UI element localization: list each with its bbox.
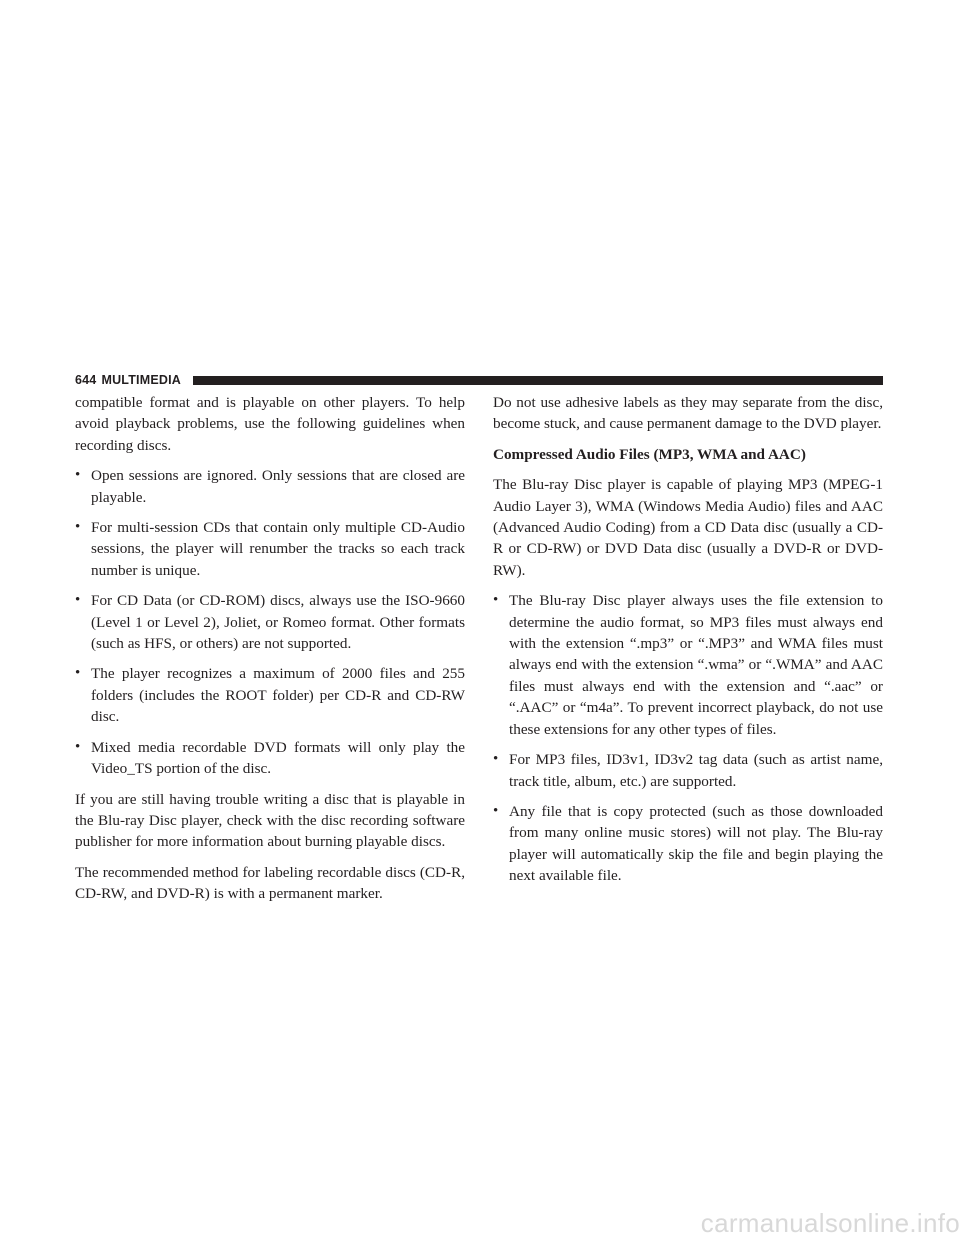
audio-file-list xyxy=(493,590,883,886)
list-item-text: For multi-session CDs that contain only multiple CD-Audio sessions, the player will renumber the tracks so each track number is unique. xyxy=(91,519,465,579)
list-item-text: The Blu-ray Disc player always uses the file extension to determine the audio format, so MP3 files must always end with the extension “.mp3” or “.MP3” and WMA files must always end with the extension “.wma” or “.WMA” and AAC files must always end with the extension and “.aac” or “.AAC” or “m4a”. To prevent incorrect playback, do not use these extensions for any other types of files. xyxy=(509,592,883,738)
watermark: carmanualsonline.info xyxy=(700,1208,960,1238)
list-item xyxy=(493,749,883,792)
left-column xyxy=(75,392,465,914)
section-title: MULTIMEDIA xyxy=(101,373,182,387)
list-item xyxy=(75,590,465,654)
bullet-icon: • xyxy=(493,802,499,819)
list-item-text: Open sessions are ignored. Only sessions that are closed are playable. xyxy=(91,467,465,506)
right-column xyxy=(493,392,883,896)
header-rule xyxy=(193,376,883,385)
bullet-icon: • xyxy=(75,467,81,484)
list-item-text: Any file that is copy protected (such as those downloaded from many online music stores) will not play. The Blu-ray player will automatically skip the file and begin playing the next available file. xyxy=(509,802,883,885)
bullet-icon: • xyxy=(75,665,81,682)
list-item-text: The player recognizes a maximum of 2000 files and 255 folders (includes the ROOT folder) per CD-R and CD-RW disc. xyxy=(91,665,465,726)
page-header xyxy=(75,372,883,388)
list-item xyxy=(75,465,465,508)
list-item xyxy=(493,590,883,740)
bullet-icon: • xyxy=(75,519,81,536)
bullet-icon: • xyxy=(75,592,81,609)
list-item xyxy=(493,801,883,887)
list-item-text: Mixed media recordable DVD formats will only play the Video_TS portion of the disc. xyxy=(91,738,465,778)
page-number: 644 xyxy=(75,373,97,387)
bullet-icon: • xyxy=(493,751,499,768)
intro-paragraph: compatible format and is playable on other players. To help avoid playback problems, use the following guidelines when recording discs. xyxy=(75,394,465,454)
trouble-paragraph: If you are still having trouble writing a disc that is playable in the Blu-ray Disc player, check with the disc recording software publisher for more information about burning playable discs. xyxy=(75,790,465,851)
recording-guidelines-list xyxy=(75,465,465,779)
list-item-text: For CD Data (or CD-ROM) discs, always use the ISO-9660 (Level 1 or Level 2), Joliet, or Romeo format. Other formats (such as HFS, or others) are not supported. xyxy=(91,592,465,653)
capability-paragraph: The Blu-ray Disc player is capable of playing MP3 (MPEG-1 Audio Layer 3), WMA (Windows Media Audio) files and AAC (Advanced Audio Coding) from a CD Data disc (usually a CD-R or CD-RW) or DVD Data disc (usually a DVD-R or DVD-RW). xyxy=(493,476,883,579)
list-item xyxy=(75,663,465,727)
list-item xyxy=(75,517,465,581)
list-item-text: For MP3 files, ID3v1, ID3v2 tag data (such as artist name, track title, album, etc.) are supported. xyxy=(509,751,883,790)
section-heading: Compressed Audio Files (MP3, WMA and AAC) xyxy=(493,445,806,463)
bullet-icon: • xyxy=(75,738,81,755)
bullet-icon: • xyxy=(493,592,499,609)
labeling-paragraph: The recommended method for labeling recordable discs (CD-R, CD-RW, and DVD-R) is with a permanent marker. xyxy=(75,863,465,903)
list-item xyxy=(75,737,465,780)
adhesive-paragraph: Do not use adhesive labels as they may separate from the disc, become stuck, and cause permanent damage to the DVD player. xyxy=(493,394,883,433)
